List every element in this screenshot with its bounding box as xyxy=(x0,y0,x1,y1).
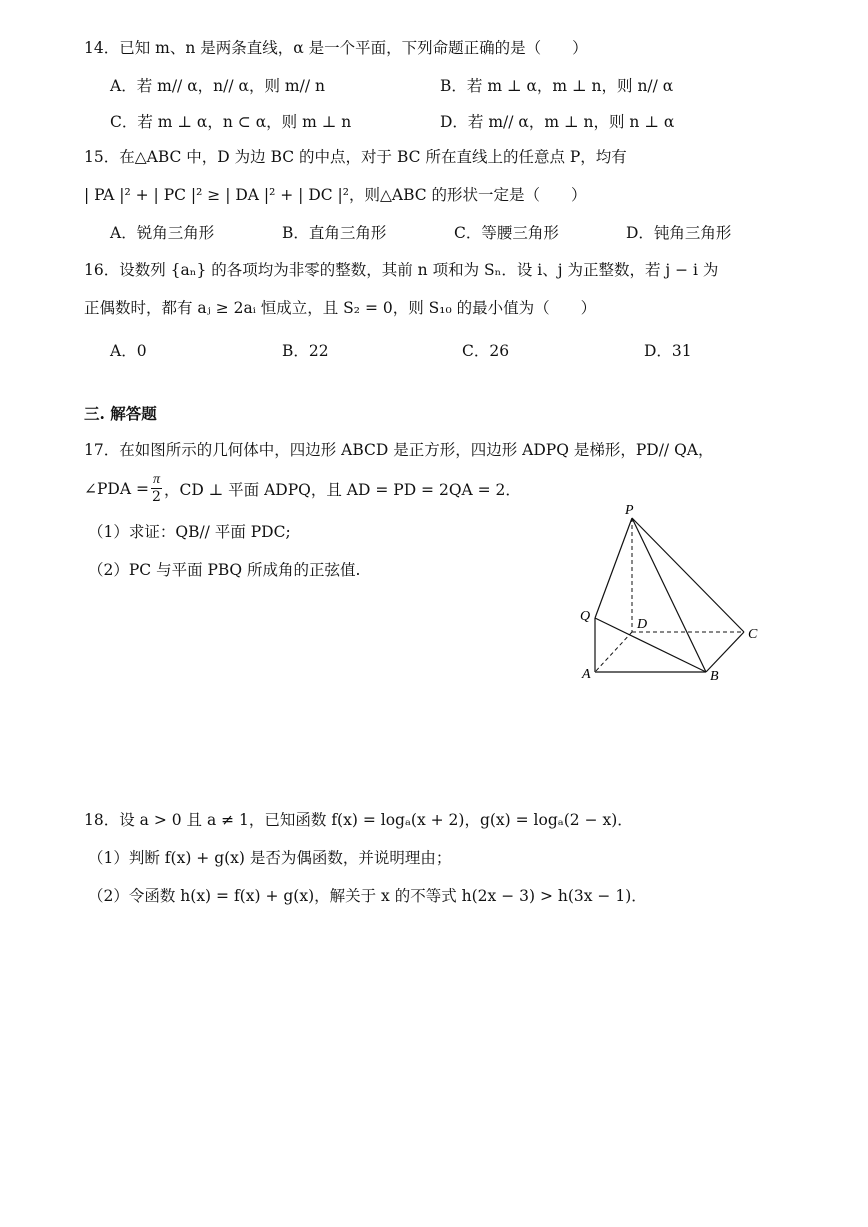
q16-option-b: B．22 xyxy=(282,342,329,360)
q18-stem: 18．设 a > 0 且 a ≠ 1，已知函数 f(x) = logₐ(x + 2)，g(x) = logₐ(2 − x)． xyxy=(84,811,633,829)
label-C: C xyxy=(748,627,758,642)
q14-option-d: D．若 m// α，m ⊥ n，则 n ⊥ α xyxy=(440,113,675,131)
q15-option-a: A．锐角三角形 xyxy=(110,224,215,242)
label-P: P xyxy=(625,503,634,518)
q17-fraction xyxy=(151,472,162,505)
edge-PC xyxy=(632,518,744,632)
q17-stem-line2 xyxy=(84,472,521,505)
edge-DA xyxy=(595,632,632,672)
q15-option-c: C．等腰三角形 xyxy=(454,224,559,242)
q14-option-b: B．若 m ⊥ α，m ⊥ n，则 n// α xyxy=(440,77,674,95)
q16-stem-line1: 16．设数列 {aₙ} 的各项均为非零的整数，其前 n 项和为 Sₙ．设 i、j 为正整数，若 j − i 为 xyxy=(84,261,719,279)
q17-geometry-figure xyxy=(570,500,780,690)
section-title: 三. 解答题 xyxy=(84,404,157,423)
q17-stem-line1: 17．在如图所示的几何体中，四边形 ABCD 是正方形，四边形 ADPQ 是梯形，PD// QA， xyxy=(84,441,714,459)
edge-QB xyxy=(595,618,706,672)
label-B: B xyxy=(710,669,719,684)
q17-fraction-denominator: 2 xyxy=(152,489,161,505)
q16-stem-line2: 正偶数时，都有 aⱼ ≥ 2aᵢ 恒成立，且 S₂ = 0，则 S₁₀ 的最小值为（ ） xyxy=(84,299,597,317)
q14-option-a: A．若 m// α，n// α，则 m// n xyxy=(110,77,325,95)
edge-BC xyxy=(706,632,744,672)
q18-part2: （2）令函数 h(x) = f(x) + g(x)，解关于 x 的不等式 h(2x − 3) > h(3x − 1)． xyxy=(88,887,647,905)
label-Q: Q xyxy=(580,609,591,624)
q16-option-a: A．0 xyxy=(110,342,147,360)
q15-option-b: B．直角三角形 xyxy=(282,224,387,242)
q16-option-d: D．31 xyxy=(644,342,692,360)
edge-PB xyxy=(632,518,706,672)
q15-option-d: D．钝角三角形 xyxy=(626,224,732,242)
q15-stem-line2: | PA |² + | PC |² ≥ | DA |² + | DC |²，则△ABC 的形状一定是（ ） xyxy=(84,186,587,204)
q14-stem: 14．已知 m、n 是两条直线，α 是一个平面，下列命题正确的是（ ） xyxy=(84,39,588,57)
label-D: D xyxy=(637,617,648,632)
q17-part1: （1）求证：QB// 平面 PDC; xyxy=(88,523,291,541)
edge-PQ xyxy=(595,518,632,618)
q17-fraction-numerator: π xyxy=(152,472,160,487)
label-A: A xyxy=(582,667,591,682)
q16-option-c: C．26 xyxy=(462,342,510,360)
q17-angle-label: ∠PDA = xyxy=(84,479,149,498)
q17-stem-line2-suffix: ，CD ⊥ 平面 ADPQ，且 AD = PD = 2QA = 2． xyxy=(163,480,521,499)
q17-part2: （2）PC 与平面 PBQ 所成角的正弦值. xyxy=(88,561,361,579)
q14-option-c: C．若 m ⊥ α，n ⊂ α，则 m ⊥ n xyxy=(110,113,352,131)
q18-part1: （1）判断 f(x) + g(x) 是否为偶函数，并说明理由； xyxy=(88,849,452,867)
q15-stem-line1: 15．在△ABC 中，D 为边 BC 的中点，对于 BC 所在直线上的任意点 P，均有 xyxy=(84,148,627,166)
